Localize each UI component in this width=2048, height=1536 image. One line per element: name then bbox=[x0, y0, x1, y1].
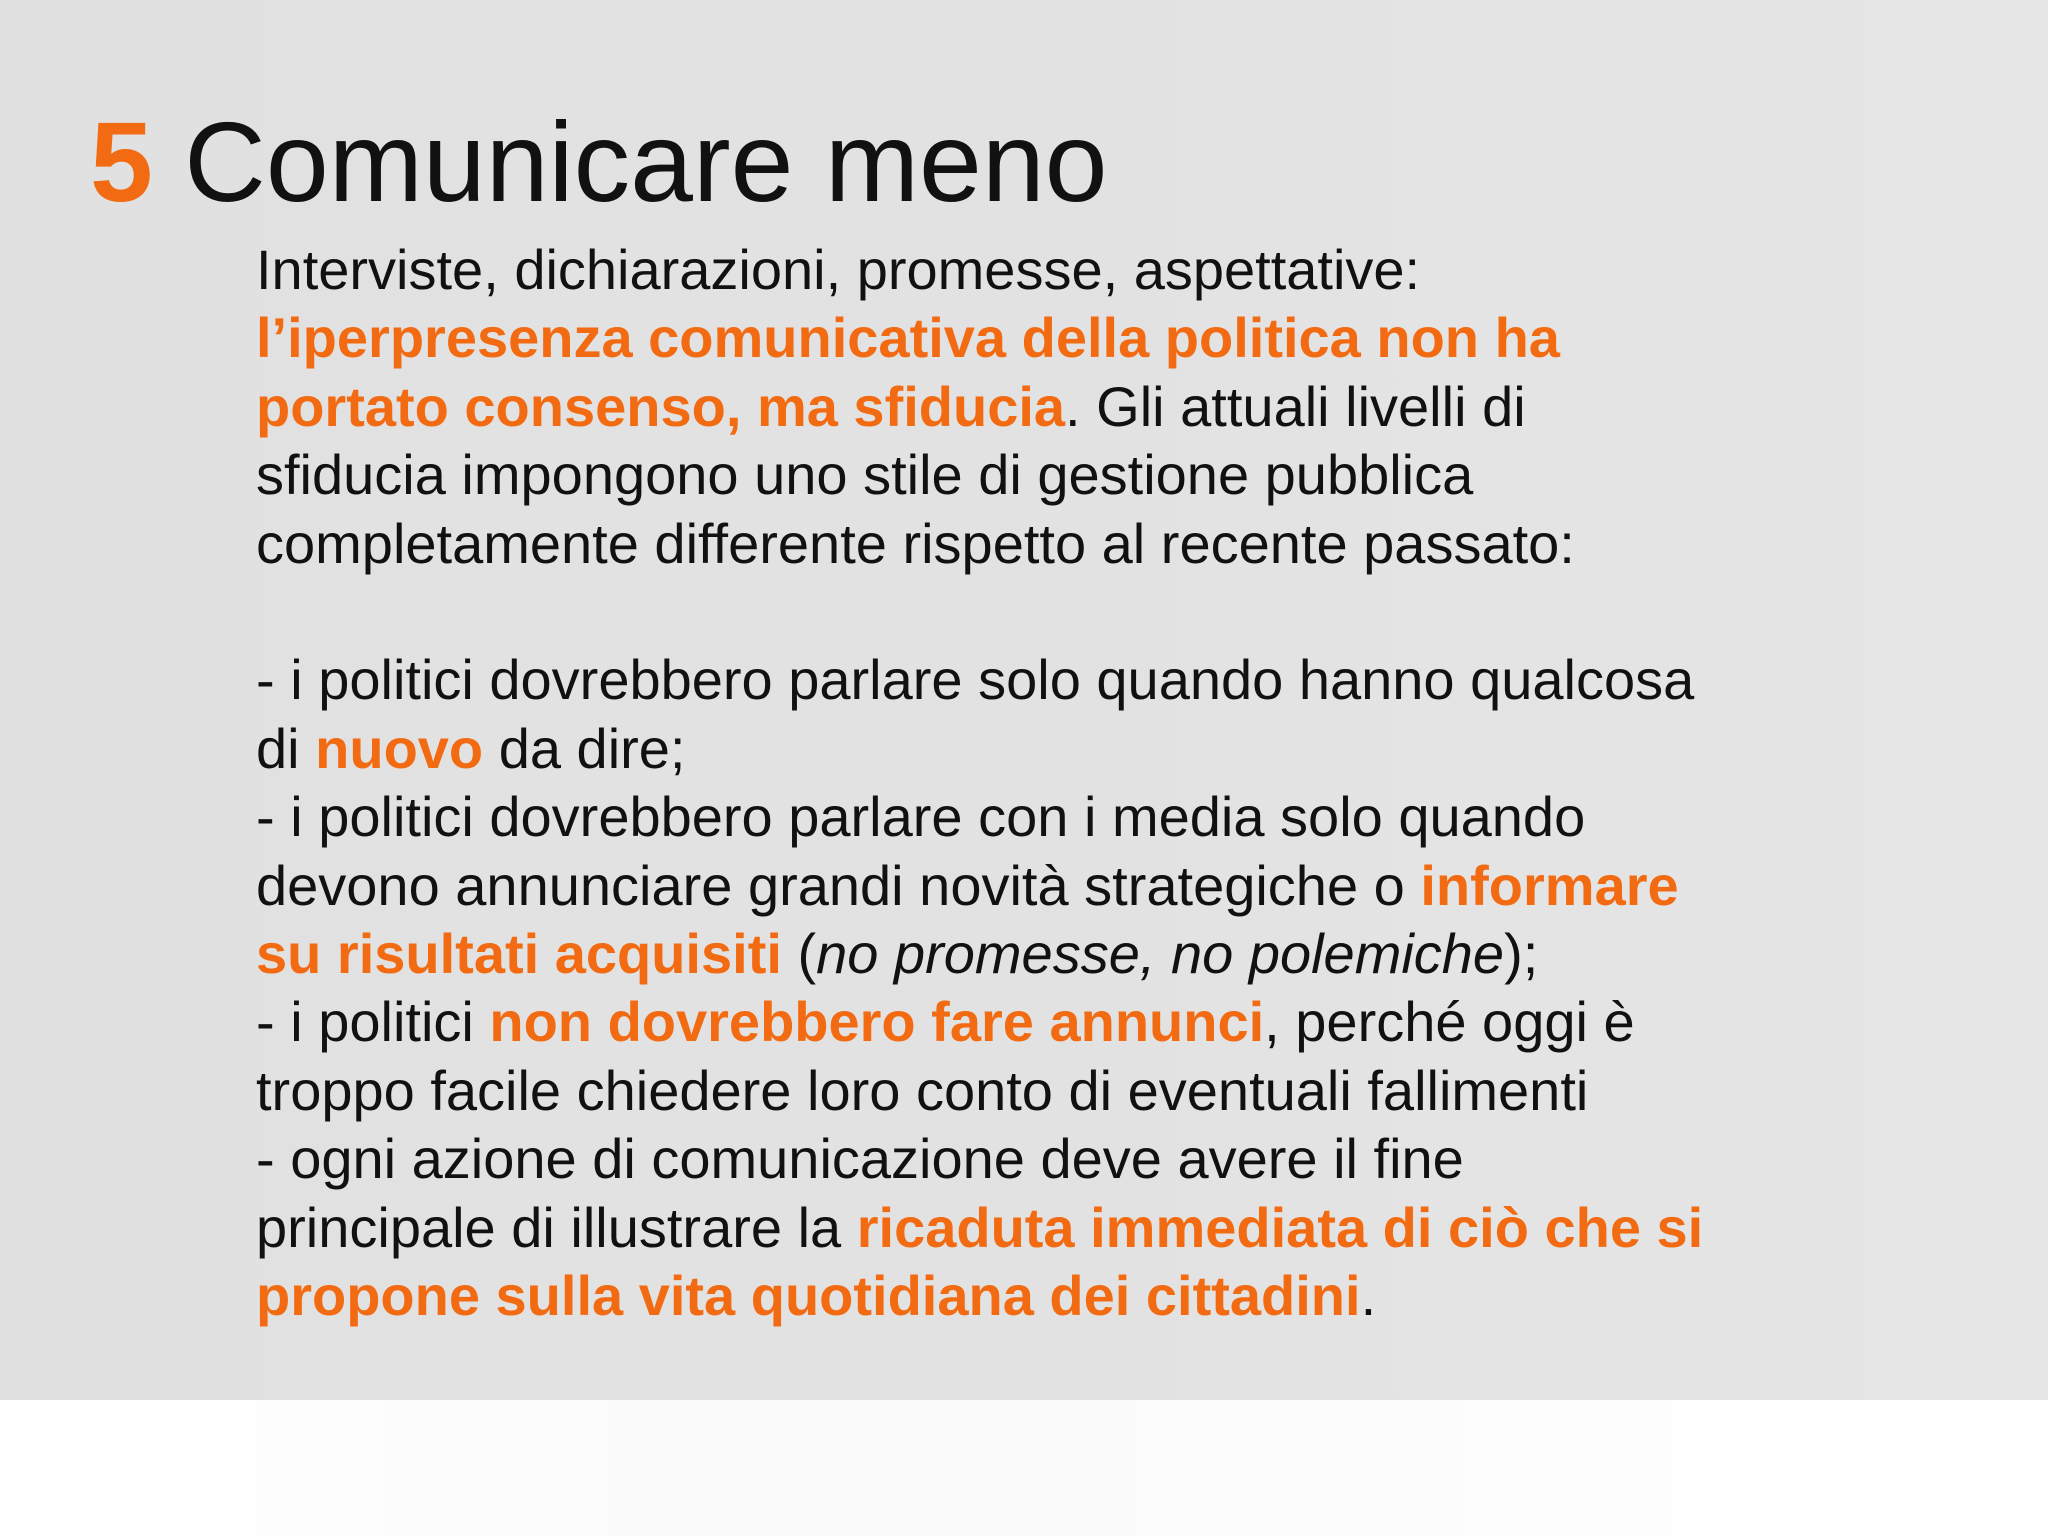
intro-text-2: . Gli attuali livelli di sfiducia impongono uno stile di gestione pubblica completamente differente rispetto al recente passato: bbox=[256, 374, 1575, 575]
slide-body bbox=[256, 236, 1716, 1330]
bullet-4 bbox=[256, 1125, 1716, 1330]
intro-paragraph bbox=[256, 236, 1716, 578]
bullet-4-highlight: ricaduta immediata di ciò che si propone sulla vita quotidiana dei cittadini bbox=[256, 1195, 1704, 1328]
bullet-4-text-2: . bbox=[1360, 1264, 1377, 1328]
title-number: 5 bbox=[90, 99, 153, 225]
title-text: Comunicare meno bbox=[184, 99, 1108, 225]
bullet-2-text-1: - i politici dovrebbero parlare con i media solo quando devono annunciare grandi novità strategiche o bbox=[256, 785, 1586, 917]
bullet-3-text-2: , perché oggi è troppo facile chiedere loro conto di eventuali fallimenti bbox=[256, 990, 1635, 1122]
bullet-1 bbox=[256, 646, 1716, 783]
bullet-3 bbox=[256, 988, 1716, 1125]
bullet-1-highlight: nuovo bbox=[315, 716, 484, 780]
bullet-2-text-2: ( bbox=[781, 922, 817, 986]
paragraph-gap bbox=[256, 578, 1716, 646]
bullet-1-text-2: da dire; bbox=[483, 716, 686, 780]
bullet-2-text-3: ); bbox=[1504, 922, 1539, 986]
bullet-4-text-1: - ogni azione di comunicazione deve avere il fine principale di illustrare la bbox=[256, 1127, 1464, 1259]
bottom-band bbox=[0, 1400, 2048, 1536]
bullet-2-highlight: informare su risultati acquisiti bbox=[256, 853, 1679, 986]
bullet-1-text-1: - i politici dovrebbero parlare solo quando hanno qualcosa di bbox=[256, 648, 1695, 780]
bullet-2-italic: no promesse, no polemiche bbox=[816, 922, 1505, 986]
bullet-3-highlight: non dovrebbero fare annunci bbox=[489, 990, 1265, 1054]
slide-title bbox=[90, 100, 1108, 224]
bullet-2 bbox=[256, 783, 1716, 988]
bullet-3-text-1: - i politici bbox=[256, 990, 490, 1054]
intro-highlight: l’iperpresenza comunicativa della politica non ha portato consenso, ma sfiducia bbox=[256, 306, 1560, 438]
intro-text-1: Interviste, dichiarazioni, promesse, aspettative: bbox=[256, 238, 1421, 301]
